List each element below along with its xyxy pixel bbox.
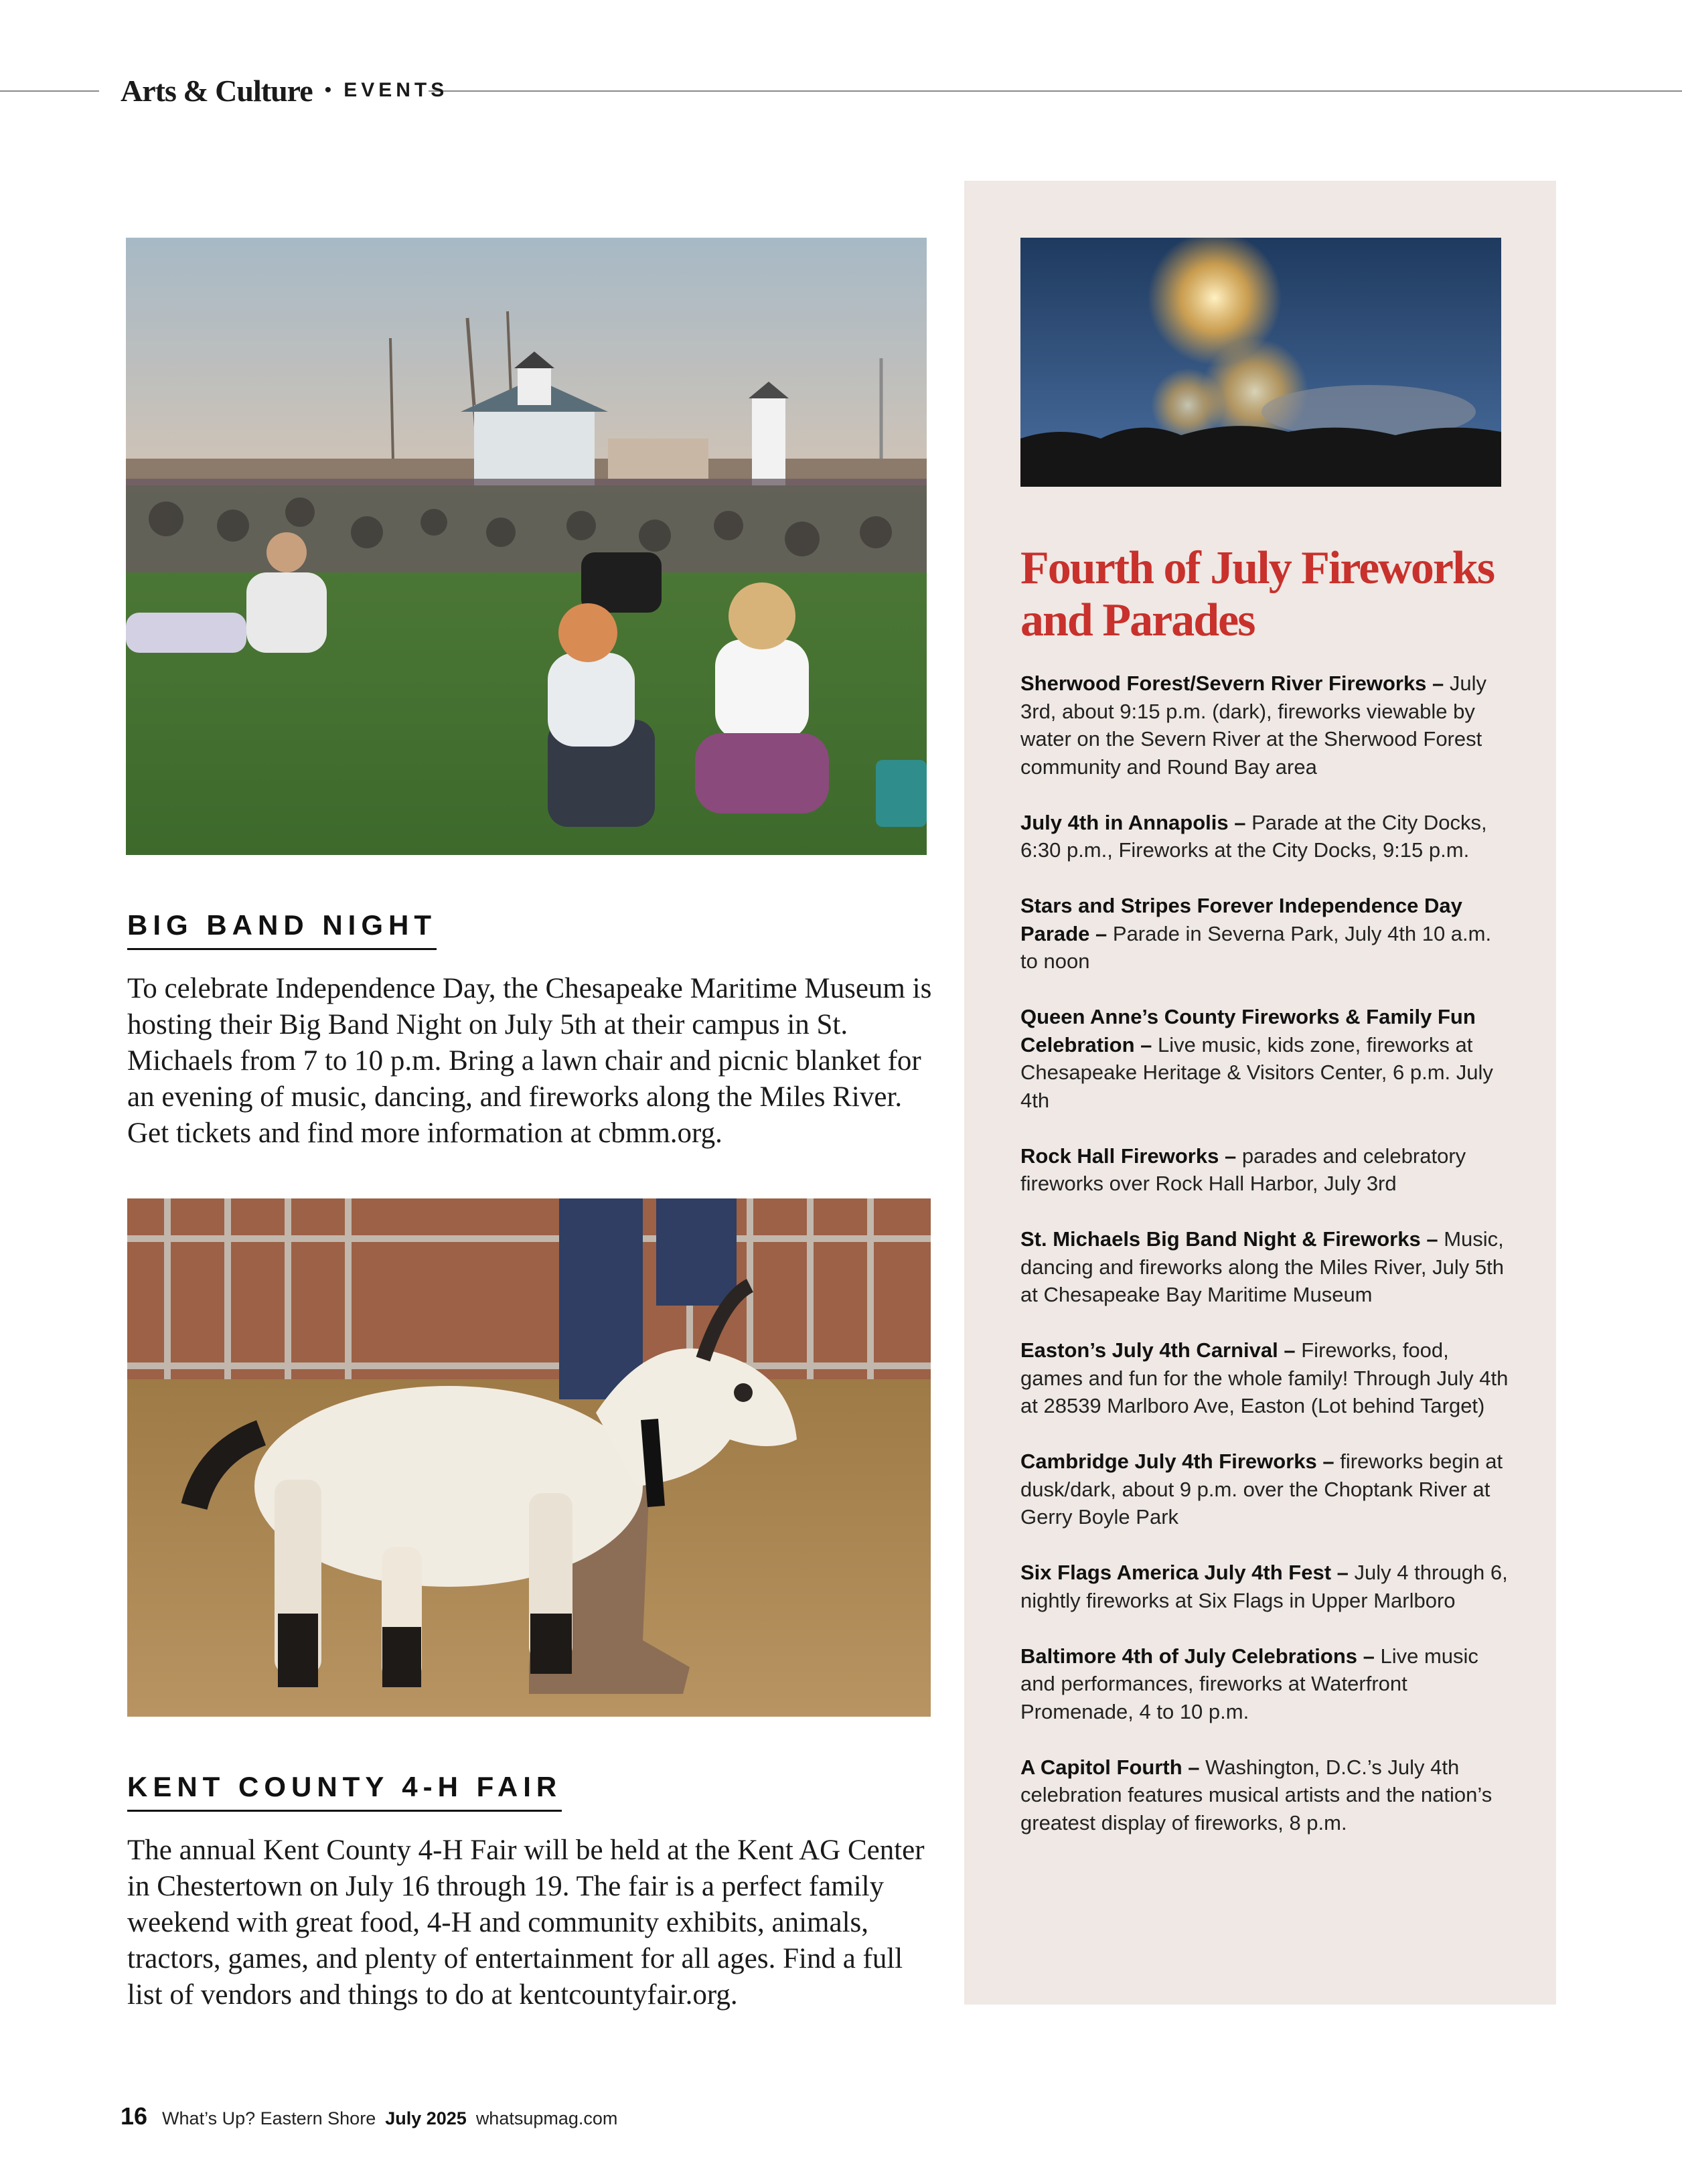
fireworks-photo <box>1020 238 1501 487</box>
issue-date: July 2025 <box>385 2108 467 2128</box>
event-name: Six Flags America July 4th Fest – <box>1020 1561 1349 1584</box>
event-name: Sherwood Forest/Severn River Fireworks – <box>1020 672 1444 695</box>
sidebar-title: Fourth of July Fireworks and Parades <box>1020 542 1495 646</box>
header-rule-right <box>429 90 1682 92</box>
event-item <box>1020 1142 1509 1198</box>
header-separator: • <box>324 79 332 101</box>
event-details: Fireworks, food, games and fun for the whole family! Through July 4th at 28539 Marlboro Ave, Easton (Lot behind Target) <box>1020 1338 1509 1417</box>
event-name: Stars and Stripes Forever Independence Day Parade – <box>1020 894 1462 945</box>
fireworks-sidebar <box>964 181 1556 2005</box>
publication-name: What’s Up? Eastern Shore <box>162 2108 376 2128</box>
header-rule-left <box>0 90 99 92</box>
event-details: Parade in Severna Park, July 4th 10 a.m. to noon <box>1020 921 1492 973</box>
concert-crowd-photo <box>126 238 927 855</box>
event-details: Live music and performances, fireworks at Waterfront Promenade, 4 to 10 p.m. <box>1020 1644 1478 1723</box>
kent-fair-body: The annual Kent County 4-H Fair will be held at the Kent AG Center in Chestertown on July 16 through 19. The fair is a perfect family weekend with great food, 4-H and community exhibits, animals, tractors, games, and plenty of entertainment for all ages. Find a full list of vendors and things to do at kentcountyfair.org. <box>127 1835 925 2011</box>
event-name: Queen Anne’s County Fireworks & Family Fun Celebration – <box>1020 1005 1476 1057</box>
event-name: A Capitol Fourth – <box>1020 1755 1200 1779</box>
event-details: July 3rd, about 9:15 p.m. (dark), fireworks viewable by water on the Severn River at the Sherwood Forest community and Round Bay area <box>1020 672 1487 779</box>
section-title: Arts & Culture <box>121 73 313 108</box>
event-item <box>1020 1448 1509 1531</box>
event-name: Baltimore 4th of July Celebrations – <box>1020 1644 1375 1668</box>
event-details: parades and celebratory fireworks over Rock Hall Harbor, July 3rd <box>1020 1144 1466 1195</box>
event-details: fireworks begin at dusk/dark, about 9 p.m. over the Choptank River at Gerry Boyle Park <box>1020 1450 1503 1529</box>
kent-fair-heading: KENT COUNTY 4-H FAIR <box>127 1771 562 1812</box>
event-item <box>1020 1642 1509 1726</box>
event-details: July 4 through 6, nightly fireworks at Six Flags in Upper Marlboro <box>1020 1561 1508 1612</box>
event-item <box>1020 809 1509 864</box>
event-item <box>1020 1003 1509 1114</box>
event-name: Cambridge July 4th Fireworks – <box>1020 1450 1334 1473</box>
event-name: St. Michaels Big Band Night & Fireworks – <box>1020 1227 1438 1251</box>
event-item <box>1020 1753 1509 1837</box>
event-item <box>1020 1336 1509 1420</box>
event-details: Music, dancing and fireworks along the Miles River, July 5th at Chesapeake Bay Maritime Museum <box>1020 1227 1504 1306</box>
event-details: Washington, D.C.’s July 4th celebration features musical artists and the nation’s greatest display of fireworks, 8 p.m. <box>1020 1755 1493 1835</box>
event-name: Rock Hall Fireworks – <box>1020 1144 1237 1168</box>
event-item <box>1020 1559 1509 1614</box>
big-band-heading: BIG BAND NIGHT <box>127 909 437 950</box>
section-header <box>121 67 448 114</box>
event-name: Easton’s July 4th Carnival – <box>1020 1338 1296 1362</box>
event-details: Live music, kids zone, fireworks at Chesapeake Heritage & Visitors Center, 6 p.m. July 4th <box>1020 1032 1493 1112</box>
goat-fair-photo <box>127 1198 931 1717</box>
event-name: July 4th in Annapolis – <box>1020 810 1246 834</box>
event-item <box>1020 1225 1509 1309</box>
event-item <box>1020 670 1509 781</box>
page-footer <box>121 2102 617 2130</box>
section-category: EVENTS <box>343 79 449 101</box>
event-item <box>1020 892 1509 976</box>
page-number: 16 <box>121 2102 148 2130</box>
event-details: Parade at the City Docks, 6:30 p.m., Fireworks at the City Docks, 9:15 p.m. <box>1020 810 1487 862</box>
events-list <box>1020 670 1509 1865</box>
website: whatsupmag.com <box>475 2108 618 2128</box>
big-band-body: To celebrate Independence Day, the Chesapeake Maritime Museum is hosting their Big Band Night on July 5th at their campus in St. Michaels from 7 to 10 p.m. Bring a lawn chair and picnic blanket for an evening of music, dancing, and fireworks along the Miles River. Get tickets and find more information at cbmm.org. <box>127 973 932 1149</box>
